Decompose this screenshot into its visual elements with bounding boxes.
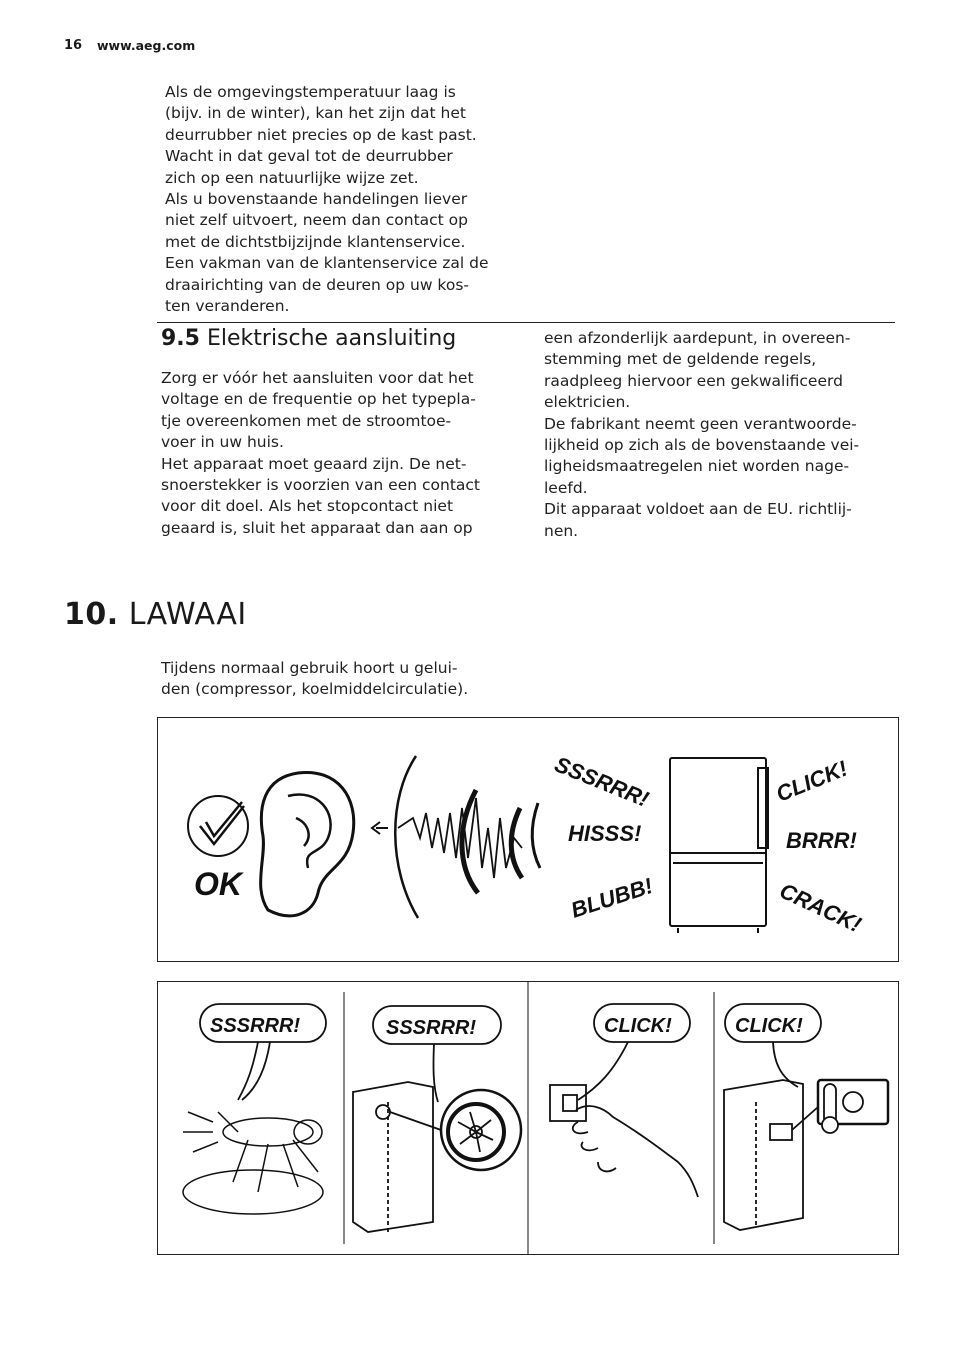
section-9-5-right-column: een afzonderlijk aardepunt, in overeen- stemming met de geldende regels, raadpleeg hiervoor een gekwalificeerd elektricien. De fabrikant neemt geen verantwoorde- lijkheid op zich als de bovenstaande vei- ligheidsmaatregelen niet worden nage- leefd. Dit apparaat voldoet aan de EU. richtlij- nen. <box>544 329 860 540</box>
chapter-10-heading <box>64 597 247 632</box>
sound-word: BLUBB! <box>567 872 656 923</box>
sound-word: SSSRRR! <box>551 751 653 812</box>
sound-wave-icon <box>372 756 540 918</box>
chapter-title: LAWAAI <box>128 597 247 632</box>
sound-word: BRRR! <box>786 828 857 853</box>
sound-word: HISSS! <box>568 821 642 846</box>
noise-sources-svg <box>158 982 898 1254</box>
speech-bubble-text: CLICK! <box>735 1015 803 1037</box>
fridge-fan-icon <box>353 1082 521 1232</box>
intro-paragraph: Als de omgevingstemperatuur laag is (bijv. in de winter), kan het zijn dat het deurrubber niet precies op de kast past. Wacht in dat geval tot de deurrubber zich op een natuurlijke wijze zet. Als u bovenstaande handelingen liever niet zelf uitvoert, neem dan contact op met de dichtstbijzijnde klantenservice. Een vakman van de klantenservice zal de draairichting van de deuren op uw kos- ten veranderen. <box>165 83 489 316</box>
section-9-5-heading <box>161 326 456 351</box>
section-number: 9.5 <box>161 326 200 351</box>
section-divider <box>157 322 895 323</box>
sound-word: CLICK! <box>772 755 851 807</box>
hand-switch-icon <box>550 1085 698 1197</box>
fridge-icon <box>670 758 768 933</box>
chapter-number: 10. <box>64 597 119 632</box>
speech-bubble-text: SSSRRR! <box>210 1015 301 1037</box>
fridge-thermostat-icon <box>724 1080 888 1230</box>
speech-bubble-text: CLICK! <box>604 1015 672 1037</box>
noise-illustration-bottom <box>157 981 899 1255</box>
section-title: Elektrische aansluiting <box>206 326 457 351</box>
sound-word: CRACK! <box>775 877 866 938</box>
noise-illustration-top <box>157 717 899 962</box>
website-link[interactable]: www.aeg.com <box>97 38 196 53</box>
checkmark-icon <box>188 796 248 856</box>
speech-bubble-text: SSSRRR! <box>386 1017 477 1039</box>
chapter-10-paragraph: Tijdens normaal gebruik hoort u gelui- den (compressor, koelmiddelcirculatie). <box>161 659 469 699</box>
noise-illustration-svg <box>158 718 898 961</box>
ok-label: OK <box>194 866 242 902</box>
page-number: 16 <box>64 38 83 53</box>
ear-icon <box>261 772 354 915</box>
fly-icon <box>183 1112 323 1214</box>
section-9-5-left-column: Zorg er vóór het aansluiten voor dat het voltage en de frequentie op het typepla- tje overeenkomen met de stroomtoe- voer in uw huis. Het apparaat moet geaard zijn. De net- snoerstekker is voorzien van een contact voor dit doel. Als het stopcontact niet geaard is, sluit het apparaat dan aan op <box>161 369 481 537</box>
